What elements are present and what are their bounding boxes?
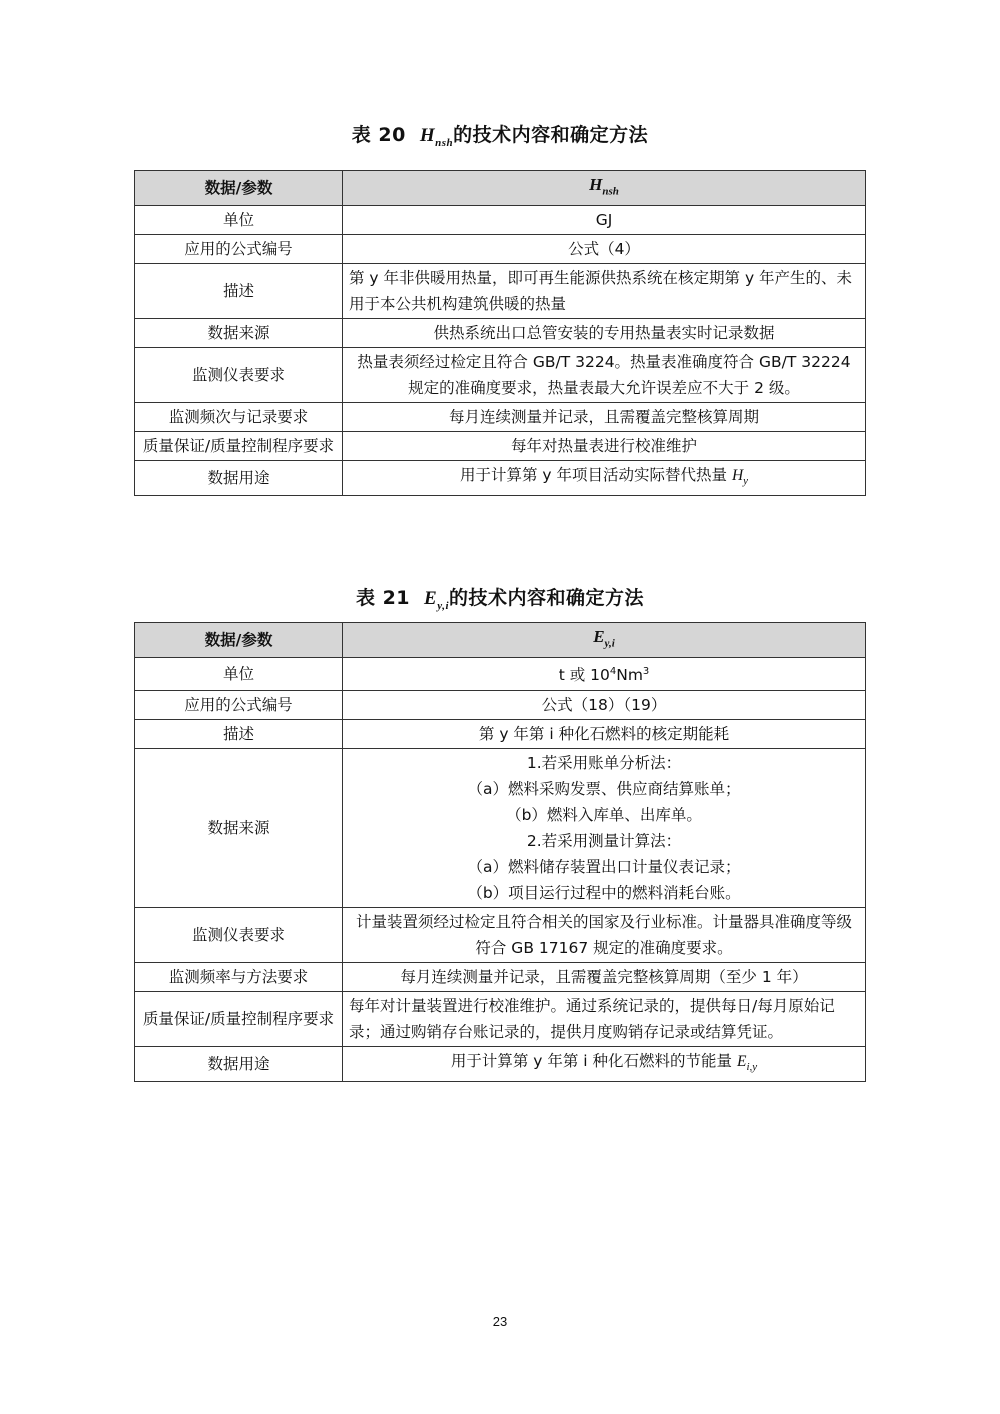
header-label: 数据/参数	[135, 171, 343, 206]
row-value: 供热系统出口总管安装的专用热量表实时记录数据	[343, 319, 866, 348]
table-row	[135, 403, 866, 432]
row-label: 数据来源	[135, 319, 343, 348]
table-row	[135, 264, 866, 319]
row-value: 公式（18）（19）	[343, 690, 866, 719]
table20-caption-text: 的技术内容和确定方法	[453, 124, 649, 146]
header-symbol: $E_{y,i}$	[343, 623, 866, 658]
row-value: 第 y 年非供暖用热量，即可再生能源供热系统在核定期第 y 年产生的、未用于本公共机构建筑供暖的热量	[343, 264, 866, 319]
table20	[134, 170, 866, 496]
table-row	[135, 1046, 866, 1081]
row-label: 单位	[135, 658, 343, 690]
table-row	[135, 658, 866, 690]
page-number: 23	[492, 1314, 508, 1329]
row-label: 单位	[135, 206, 343, 235]
row-value: 每月连续测量并记录，且需覆盖完整核算周期	[343, 403, 866, 432]
value-symbol: $H_y$	[731, 467, 749, 488]
row-value: 计量装置须经过检定且符合相关的国家及行业标准。计量器具准确度等级符合 GB 17167 规定的准确度要求。	[343, 907, 866, 962]
header-symbol: $H_{nsh}$	[343, 171, 866, 206]
table-row	[135, 991, 866, 1046]
table-row	[135, 748, 866, 907]
row-label: 监测仪表要求	[135, 348, 343, 403]
row-value: 用于计算第 y 年项目活动实际替代热量 $H_y$	[343, 461, 866, 496]
table-row	[135, 432, 866, 461]
row-label: 描述	[135, 719, 343, 748]
source-line: （a）燃料储存装置出口计量仪表记录；	[467, 857, 741, 876]
row-value: 第 y 年第 i 种化石燃料的核定期能耗	[343, 719, 866, 748]
row-value: 热量表须经过检定且符合 GB/T 3224。热量表准确度符合 GB/T 32224 规定的准确度要求，热量表最大允许误差应不大于 2 级。	[343, 348, 866, 403]
source-line: （b）项目运行过程中的燃料消耗台账。	[467, 883, 741, 902]
row-label: 描述	[135, 264, 343, 319]
table20-caption	[0, 120, 1000, 149]
row-value: 每年对计量装置进行校准维护。通过系统记录的，提供每日/每月原始记录；通过购销存台账记录的，提供月度购销存记录或结算凭证。	[343, 991, 866, 1046]
table-row	[135, 962, 866, 991]
table21	[134, 622, 866, 1082]
row-label: 应用的公式编号	[135, 690, 343, 719]
row-value: 每年对热量表进行校准维护	[343, 432, 866, 461]
row-label: 监测频次与记录要求	[135, 403, 343, 432]
row-value	[343, 748, 866, 907]
source-line: 2.若采用测量计算法：	[526, 831, 682, 850]
row-label: 数据来源	[135, 748, 343, 907]
table-row	[135, 907, 866, 962]
table20-caption-number: 表 20	[351, 124, 406, 146]
value-symbol: $E_{i,y}$	[736, 1052, 758, 1073]
table-row	[135, 461, 866, 496]
row-value: 每月连续测量并记录，且需覆盖完整核算周期（至少 1 年）	[343, 962, 866, 991]
table21-caption-text: 的技术内容和确定方法	[449, 587, 645, 609]
source-line: （b）燃料入库单、出库单。	[506, 805, 702, 824]
row-label: 应用的公式编号	[135, 235, 343, 264]
row-value: 用于计算第 y 年第 i 种化石燃料的节能量 $E_{i,y}$	[343, 1046, 866, 1081]
row-label: 监测仪表要求	[135, 907, 343, 962]
table20-caption-symbol: $H_{nsh}$	[419, 125, 454, 149]
row-value: GJ	[343, 206, 866, 235]
table-row	[135, 690, 866, 719]
row-value: 公式（4）	[343, 235, 866, 264]
table-row	[135, 348, 866, 403]
source-line: （a）燃料采购发票、供应商结算账单；	[467, 779, 741, 798]
source-line: 1.若采用账单分析法：	[526, 753, 682, 772]
table21-caption-symbol: $E_{y,i}$	[424, 588, 449, 612]
table-header-row	[135, 623, 866, 658]
table21-caption-number: 表 21	[355, 587, 411, 609]
row-label: 质量保证/质量控制程序要求	[135, 432, 343, 461]
table-row	[135, 319, 866, 348]
row-label: 数据用途	[135, 461, 343, 496]
row-label: 数据用途	[135, 1046, 343, 1081]
table-row	[135, 719, 866, 748]
table-header-row	[135, 171, 866, 206]
row-label: 监测频率与方法要求	[135, 962, 343, 991]
table-row	[135, 206, 866, 235]
row-value: t 或 $10^4Nm^3$	[343, 658, 866, 690]
header-label: 数据/参数	[135, 623, 343, 658]
row-label: 质量保证/质量控制程序要求	[135, 991, 343, 1046]
table21-caption	[0, 583, 1000, 612]
table-row	[135, 235, 866, 264]
